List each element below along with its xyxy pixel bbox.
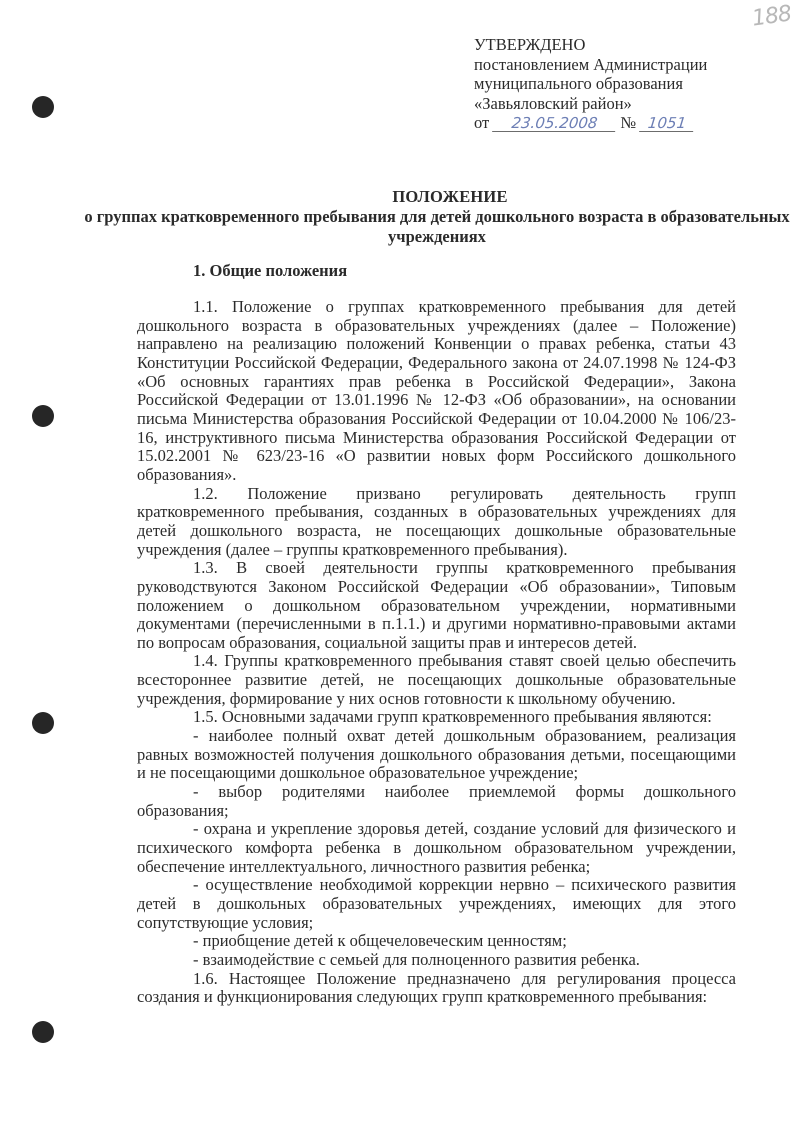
document-title: ПОЛОЖЕНИЕ: [392, 187, 508, 206]
paragraph-1-6: 1.6. Настоящее Положение предназначено для регулирования процесса создания и функционирования следующих групп кратковременного пребывания:: [137, 968, 736, 1007]
document-body: [137, 298, 736, 1007]
approval-line-3: «Завьяловский район»: [474, 93, 632, 113]
approval-line-1: постановлением Администрации: [474, 54, 708, 74]
approval-heading: УТВЕРЖДЕНО: [474, 35, 586, 54]
document-subtitle: о группах кратковременного пребывания для детей дошкольного возраста в образовательных учреждениях: [84, 207, 790, 246]
paragraph-1-4: 1.4. Группы кратковременного пребывания ставят своей целью обеспечить всестороннее развитие детей, не посещающих дошкольные образовательные учреждения, формирование у них основ готовности к школьному обучению.: [137, 651, 736, 708]
document-title-block: [84, 187, 800, 247]
list-item: - выбор родителями наиболее приемлемой формы дошкольного образования;: [137, 782, 736, 820]
list-item: - взаимодействие с семьей для полноценного развития ребенка.: [193, 949, 640, 969]
paragraph-1-2: 1.2. Положение призвано регулировать деятельность групп кратковременного пребывания, созданных в образовательных учреждениях для детей дошкольного возраста, не посещающих дошкольные образовательные учреждения (далее – группы кратковременного пребывания).: [137, 483, 736, 559]
list-item: - охрана и укрепление здоровья детей, создание условий для физического и психического комфорта ребенка в дошкольном образовательном учреждении, обеспечение интеллектуального, личностного развития ребенка;: [137, 819, 736, 876]
date-prefix: от: [474, 113, 490, 132]
handwritten-number: 1051: [639, 115, 695, 132]
handwritten-date: 23.05.2008: [492, 115, 617, 132]
paragraph-1-1: 1.1. Положение о группах кратковременного пребывания для детей дошкольного возраста в образовательных учреждениях (далее – Положение) направлено на реализацию положений Конвенции о правах ребенка, статьи 43 Конституции Российской Федерации, Федерального закона от 24.07.1998 № 124-ФЗ «Об основных гарантиях прав ребенка в Российской Федерации», Закона Российской Федерации от 13.01.1996 № 12-ФЗ «Об образовании», на основании письма Министерства образования Российской Федерации от 10.04.2000 № 106/23-16, инструктивного письма Министерства образования Российской Федерации от 15.02.2001 № 623/23-16 «О развитии новых форм Российского дошкольного образования».: [137, 297, 736, 484]
approval-stamp-block: [474, 35, 707, 133]
hole-punch-mark: [32, 96, 54, 118]
list-item: - наиболее полный охват детей дошкольным образованием, реализация равных возможностей получения дошкольного образования детьми, посещающими и не посещающими дошкольное образовательное учреждение;: [137, 726, 736, 783]
paragraph-1-5: 1.5. Основными задачами групп кратковременного пребывания являются:: [193, 707, 712, 727]
hole-punch-mark: [32, 712, 54, 734]
approval-date-line: [474, 113, 707, 133]
number-prefix: №: [620, 113, 637, 132]
list-item: - осуществление необходимой коррекции нервно – психического развития детей в дошкольных образовательных учреждениях, имеющих для этого сопутствующие условия;: [137, 875, 736, 932]
list-item: - приобщение детей к общечеловеческим ценностям;: [193, 931, 567, 951]
hole-punch-mark: [32, 405, 54, 427]
approval-line-2: муниципального образования: [474, 74, 683, 93]
paragraph-1-3: 1.3. В своей деятельности группы кратковременного пребывания руководствуются Законом Российской Федерации «Об образовании», Типовым положением о дошкольном образовательном учреждении, нормативными документами (перечисленными в п.1.1.) и другими нормативно-правовыми актами по вопросам образования, социальной защиты прав и интересов детей.: [137, 558, 736, 652]
handwritten-page-number: 188: [750, 1, 793, 32]
section-heading: 1. Общие положения: [193, 261, 348, 280]
hole-punch-mark: [32, 1021, 54, 1043]
